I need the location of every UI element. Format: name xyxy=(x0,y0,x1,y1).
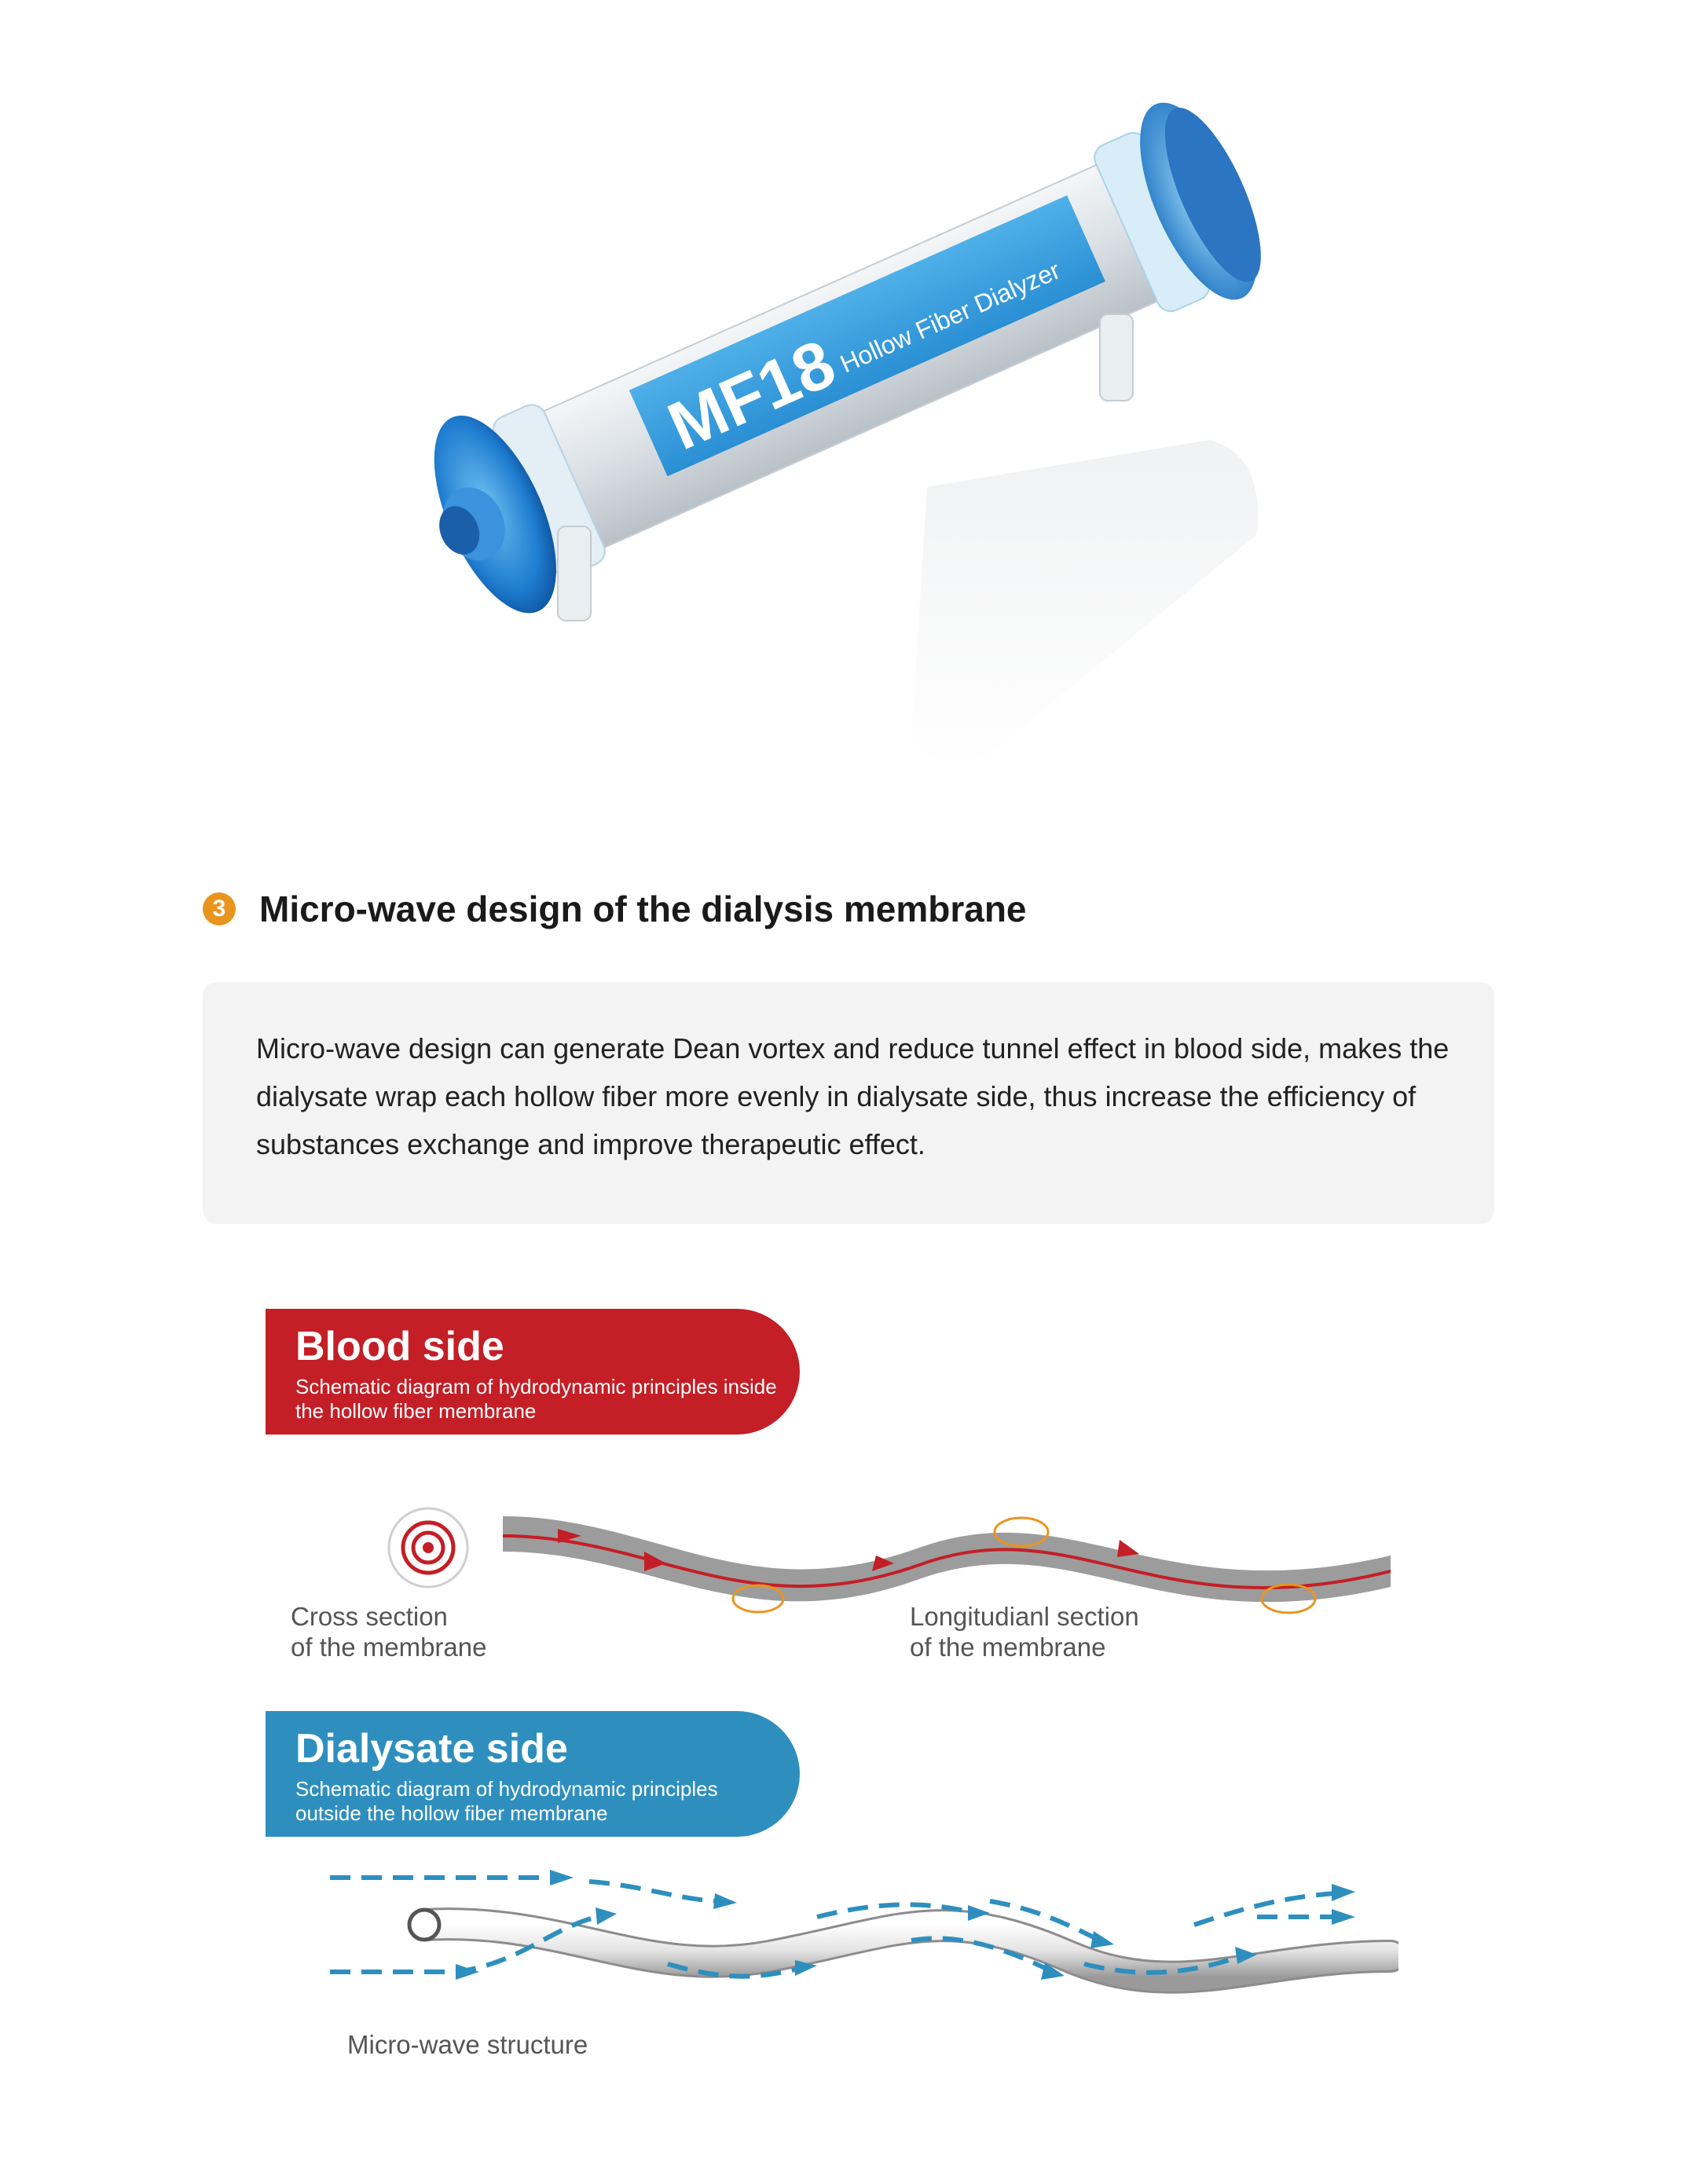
dialysate-side-title: Dialysate side xyxy=(295,1726,568,1772)
blood-side-diagram xyxy=(369,1493,1391,1634)
fiber-end-icon xyxy=(409,1910,439,1940)
section-title: Micro-wave design of the dialysis membrane xyxy=(259,889,1027,929)
description-box xyxy=(203,982,1494,1224)
blood-side-banner xyxy=(266,1309,800,1435)
cross-section-label xyxy=(291,1601,486,1662)
cross-section-label-line1: Cross section xyxy=(291,1602,448,1631)
section-heading xyxy=(203,888,1027,930)
description-text: Micro-wave design can generate Dean vortex and reduce tunnel effect in blood side, makes the dialysate wrap each hollow fiber more evenly in dialysate side, thus increase the efficiency of substances exchange and improve therapeutic effect. xyxy=(256,1032,1450,1160)
longitudinal-section-label xyxy=(910,1601,1139,1662)
blood-side-title: Blood side xyxy=(295,1324,504,1369)
section-number-badge: 3 xyxy=(203,892,236,925)
dialyzer-product-image xyxy=(346,47,1351,817)
dialysate-side-subtitle: Schematic diagram of hydrodynamic principles outside the hollow fiber membrane xyxy=(295,1777,718,1825)
longitudinal-section-label-line1: Longitudianl section xyxy=(910,1602,1139,1631)
cross-section-icon xyxy=(389,1508,467,1587)
micro-wave-structure-label: Micro-wave structure xyxy=(347,2030,588,2059)
product-model: MF18 xyxy=(657,325,846,465)
blood-side-subtitle: Schematic diagram of hydrodynamic principles inside the hollow fiber membrane xyxy=(295,1375,777,1423)
longitudinal-section-label-line2: of the membrane xyxy=(910,1633,1106,1662)
dialysate-side-banner xyxy=(266,1711,800,1837)
product-name: Hollow Fiber Dialyzer xyxy=(835,255,1065,379)
dialysate-side-diagram xyxy=(314,1870,1398,2011)
cross-section-label-line2: of the membrane xyxy=(291,1633,487,1662)
